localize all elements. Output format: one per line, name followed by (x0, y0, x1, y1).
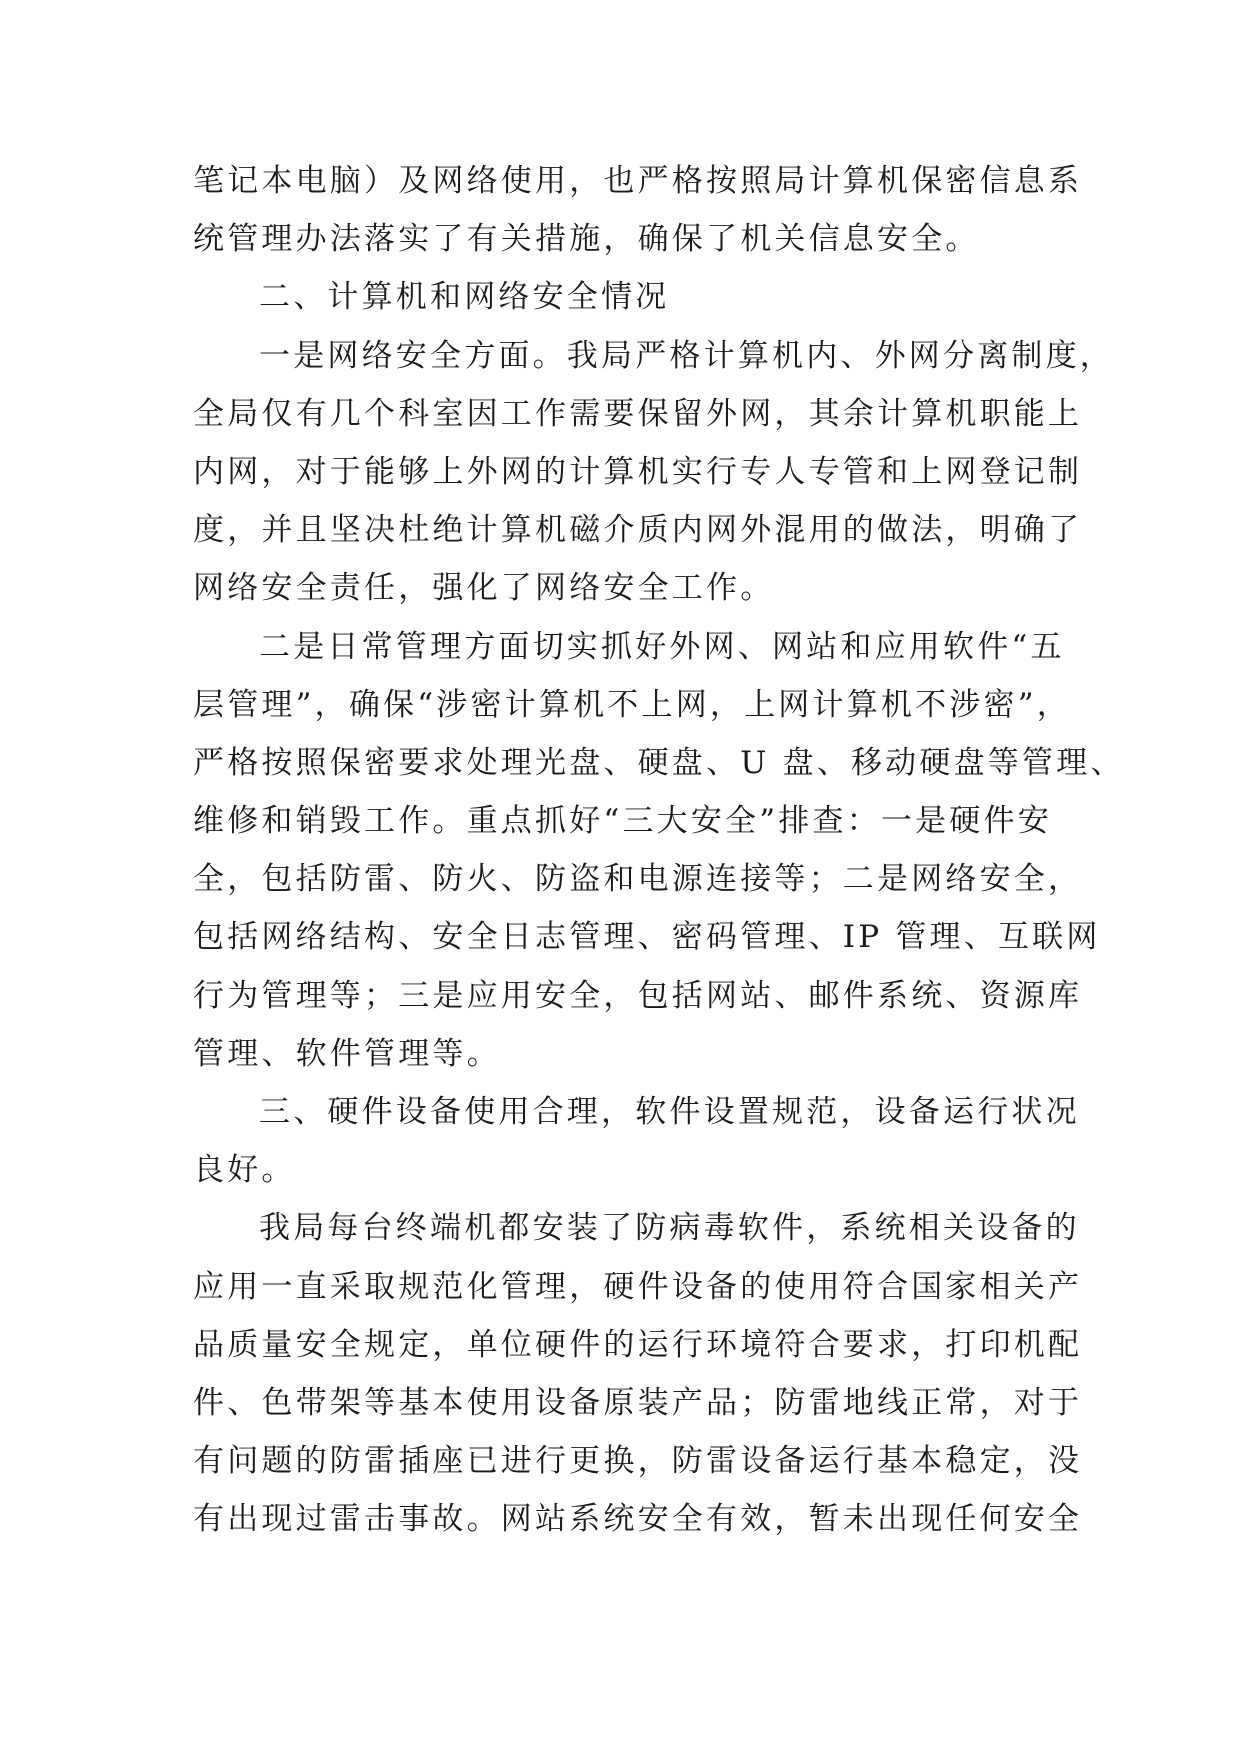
text-line: 应用一直采取规范化管理，硬件设备的使用符合国家相关产 (193, 1268, 1083, 1305)
text-line: 严格按照保密要求处理光盘、硬盘、U 盘、移动硬盘等管理、 (193, 744, 1125, 781)
body-text (193, 152, 1125, 1549)
text-line: 一是网络安全方面。我局严格计算机内、外网分离制度， (259, 337, 1114, 374)
text-line: 度，并且坚决杜绝计算机磁介质内网外混用的做法，明确了 (193, 512, 1083, 549)
text-line: 内网，对于能够上外网的计算机实行专人专管和上网登记制 (193, 453, 1083, 490)
text-line: 三、硬件设备使用合理，软件设置规范，设备运行状况 (259, 1094, 1080, 1130)
text-line: 有问题的防雷插座已进行更换，防雷设备运行基本稳定，没 (193, 1443, 1083, 1480)
text-line: 我局每台终端机都安装了防病毒软件，系统相关设备的 (259, 1210, 1080, 1247)
text-line: 网络安全责任，强化了网络安全工作。 (193, 570, 775, 607)
text-line: 行为管理等；三是应用安全，包括网站、邮件系统、资源库 (193, 977, 1083, 1014)
text-line: 维修和销毁工作。重点抓好“三大安全”排查：一是硬件安 (193, 803, 1052, 840)
text-line: 全，包括防雷、防火、防盗和电源连接等；二是网络安全， (193, 861, 1083, 898)
text-line: 良好。 (193, 1152, 296, 1189)
text-line: 二是日常管理方面切实抓好外网、网站和应用软件“五 (259, 628, 1065, 665)
text-line: 有出现过雷击事故。网站系统安全有效，暂未出现任何安全 (193, 1501, 1083, 1538)
text-line: 件、色带架等基本使用设备原装产品；防雷地线正常，对于 (193, 1384, 1083, 1421)
text-line: 品质量安全规定，单位硬件的运行环境符合要求，打印机配 (193, 1326, 1083, 1363)
text-line: 二、计算机和网络安全情况 (259, 279, 670, 316)
text-line: 包括网络结构、安全日志管理、密码管理、IP 管理、互联网 (193, 919, 1101, 956)
text-line: 层管理”，确保“涉密计算机不上网，上网计算机不涉密”， (193, 686, 1071, 723)
text-line: 统管理办法落实了有关措施，确保了机关信息安全。 (193, 221, 980, 258)
text-line: 全局仅有几个科室因工作需要保留外网，其余计算机职能上 (193, 395, 1083, 432)
text-line: 笔记本电脑）及网络使用，也严格按照局计算机保密信息系 (193, 163, 1083, 199)
text-line: 管理、软件管理等。 (193, 1035, 501, 1072)
